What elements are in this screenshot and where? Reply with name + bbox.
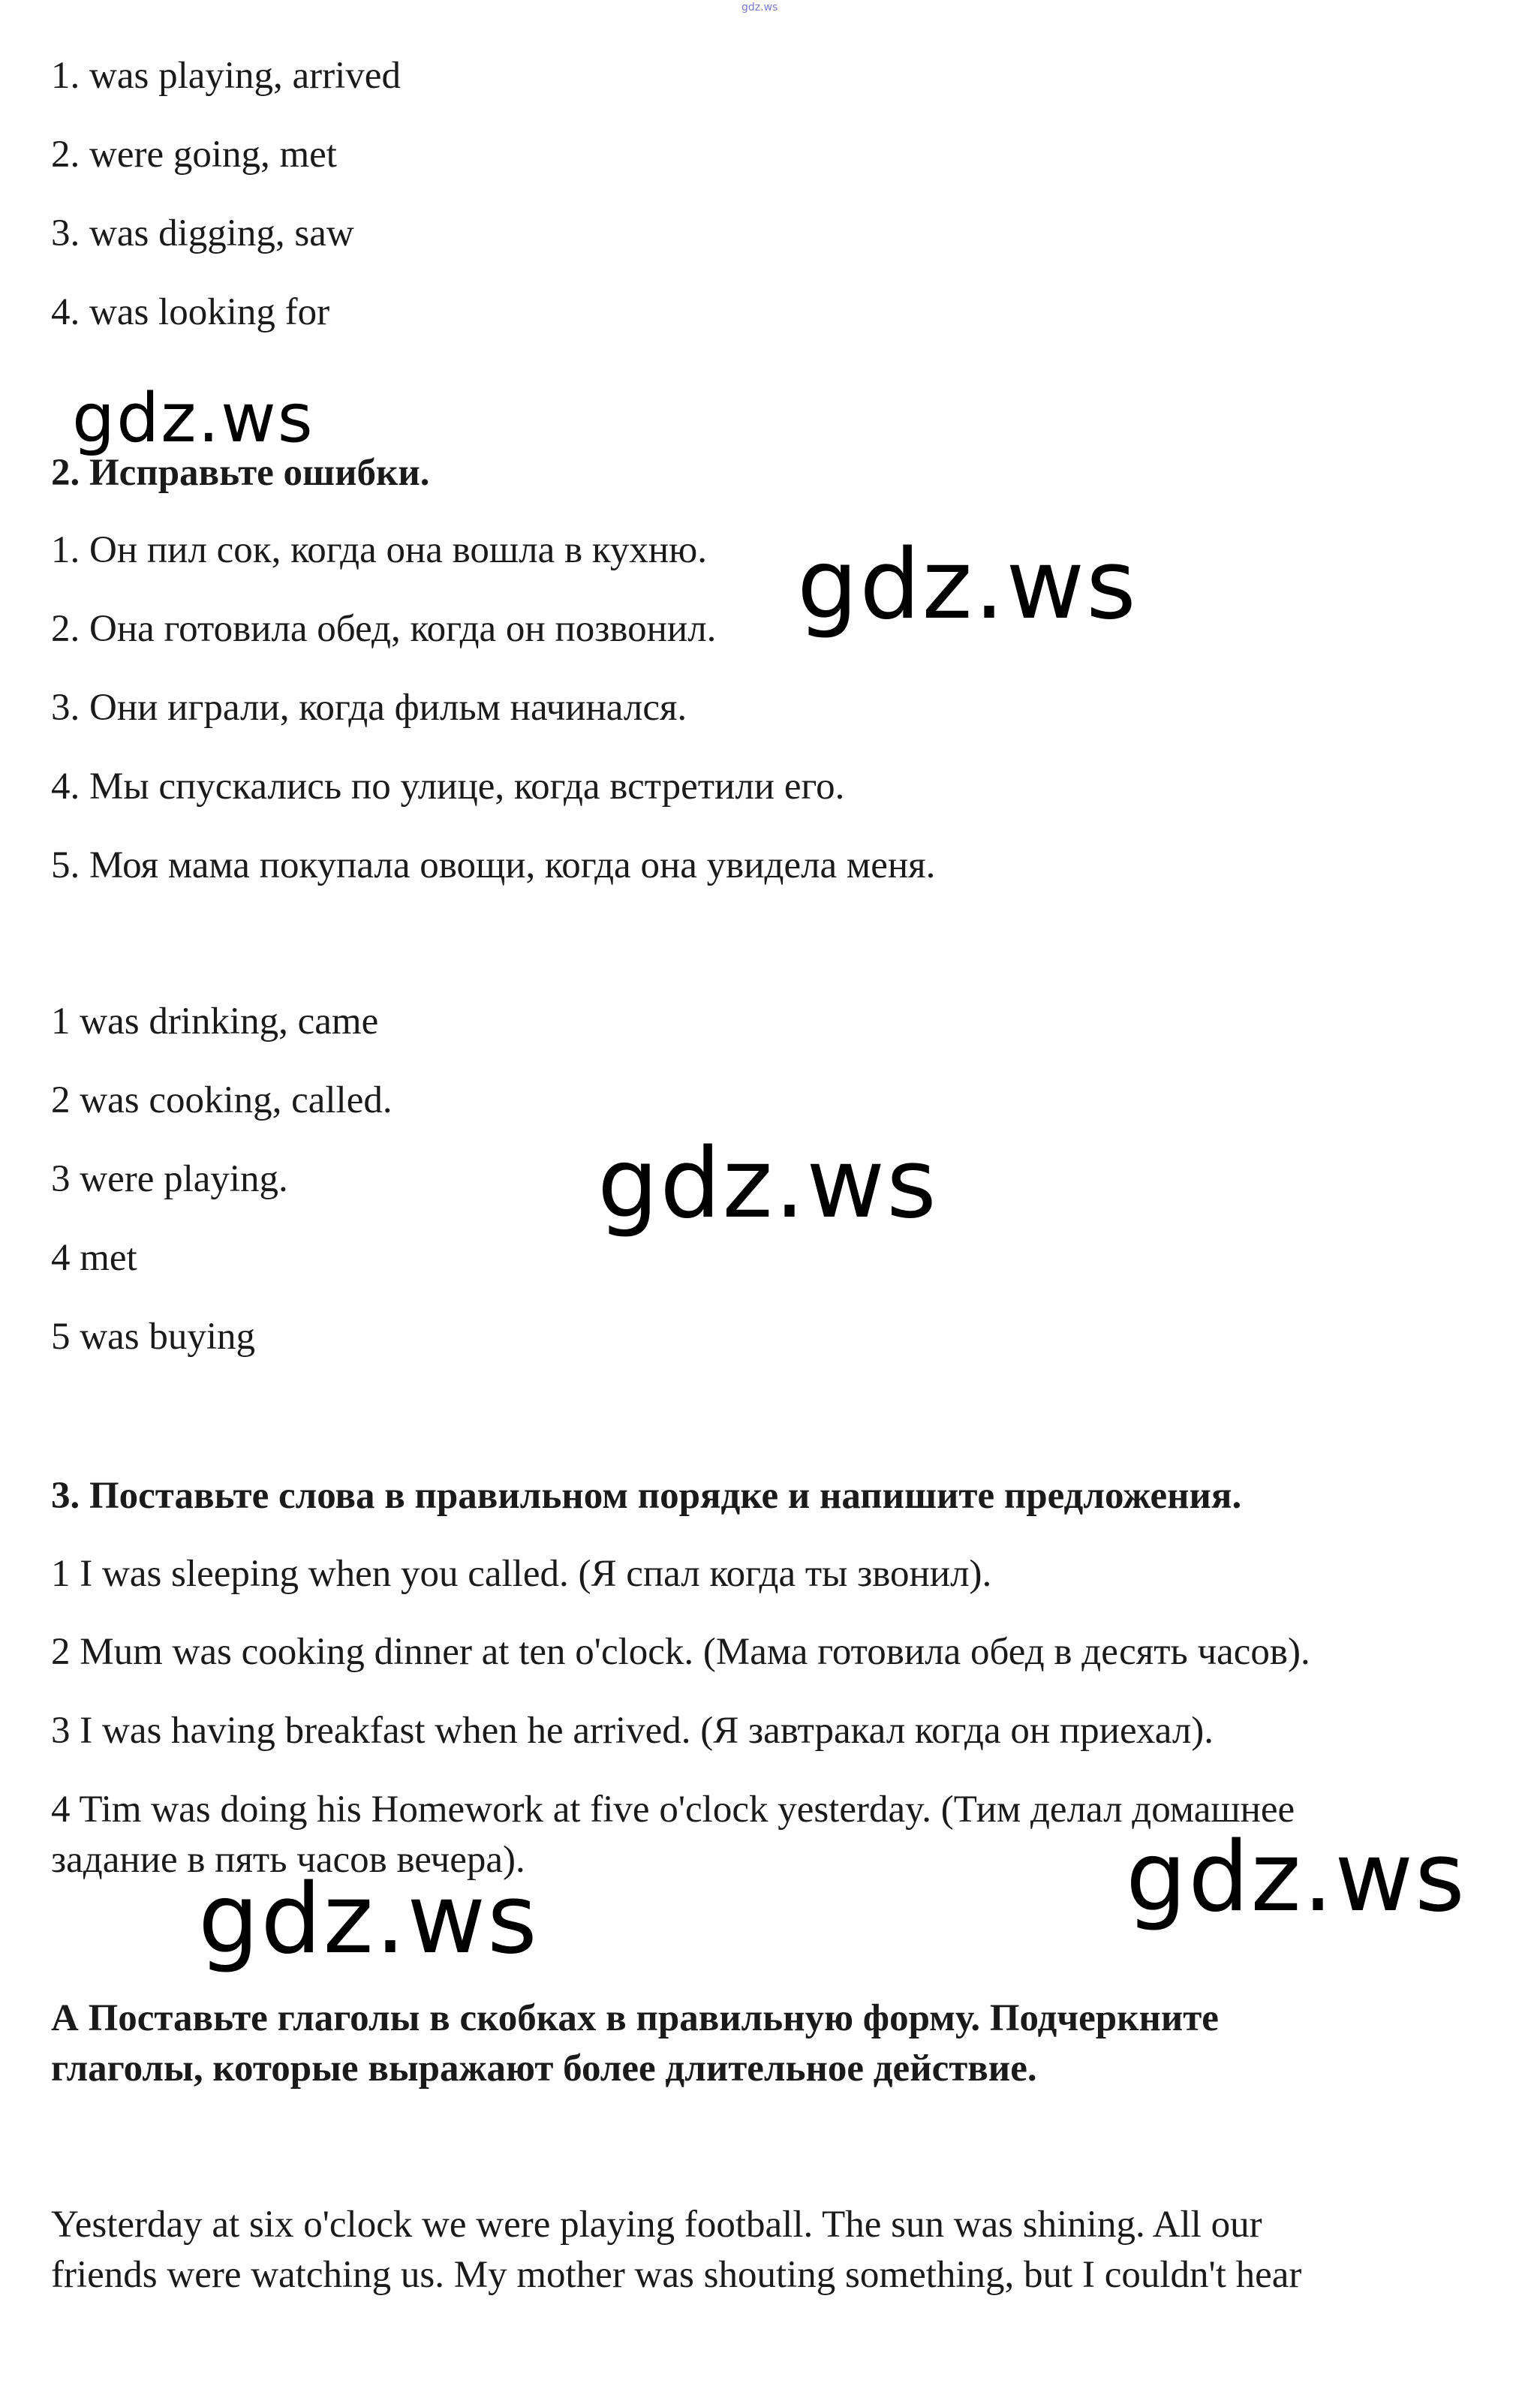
watermark-logo: gdz.ws [597, 1128, 938, 1240]
section2-answer-4: 4 met [51, 1237, 137, 1279]
section2-sentence-4: 4. Мы спускались по улице, когда встретили его. [51, 766, 845, 808]
section2-answer-3: 3 were playing. [51, 1158, 288, 1200]
section2-answer-2: 2 was cooking, called. [51, 1079, 393, 1121]
sectionA-text-line1: Yesterday at six o'clock we were playing football. The sun was shining. All our [51, 2204, 1262, 2246]
section3-heading: 3. Поставьте слова в правильном порядке и напишите предложения. [51, 1475, 1242, 1517]
section3-item-1: 1 I was sleeping when you called. (Я спал когда ты звонил). [51, 1553, 992, 1595]
sectionA-heading-line2: глаголы, которые выражают более длительное действие. [51, 2048, 1037, 2090]
section3-item-4: 4 Tim was doing his Homework at five o'clock yesterday. (Тим делал домашнее [51, 1789, 1295, 1831]
watermark-logo: gdz.ws [797, 529, 1138, 641]
watermark-logo: gdz.ws [1126, 1822, 1466, 1933]
section3-item-2: 2 Mum was cooking dinner at ten o'clock. (Мама готовила обед в десять часов). [51, 1631, 1310, 1673]
section2-answer-1: 1 was drinking, came [51, 1000, 379, 1043]
section2-sentence-5: 5. Моя мама покупала овощи, когда она увидела меня. [51, 844, 936, 886]
section1-item-3: 3. was digging, saw [51, 212, 354, 254]
section3-item-4-continued: задание в пять часов вечера). [51, 1839, 525, 1881]
section2-heading: 2. Исправьте ошибки. [51, 452, 430, 494]
section2-answer-5: 5 was buying [51, 1316, 255, 1358]
section3-item-3: 3 I was having breakfast when he arrived. (Я завтракал когда он приехал). [51, 1710, 1214, 1752]
watermark-logo: gdz.ws [72, 379, 314, 458]
section2-sentence-1: 1. Он пил сок, когда она вошла в кухню. [51, 529, 708, 571]
section1-item-2: 2. were going, met [51, 134, 337, 176]
section2-sentence-2: 2. Она готовила обед, когда он позвонил. [51, 608, 717, 650]
sectionA-text-line2: friends were watching us. My mother was shouting something, but I couldn't hear [51, 2254, 1302, 2296]
section2-sentence-3: 3. Они играли, когда фильм начинался. [51, 687, 687, 729]
watermark-logo: gdz.ws [198, 1864, 539, 1975]
section1-item-4: 4. was looking for [51, 291, 330, 333]
header-watermark: gdz.ws [741, 2, 778, 14]
section1-item-1: 1. was playing, arrived [51, 55, 401, 97]
sectionA-heading-line1: А Поставьте глаголы в скобках в правильную форму. Подчеркните [51, 1997, 1219, 2039]
